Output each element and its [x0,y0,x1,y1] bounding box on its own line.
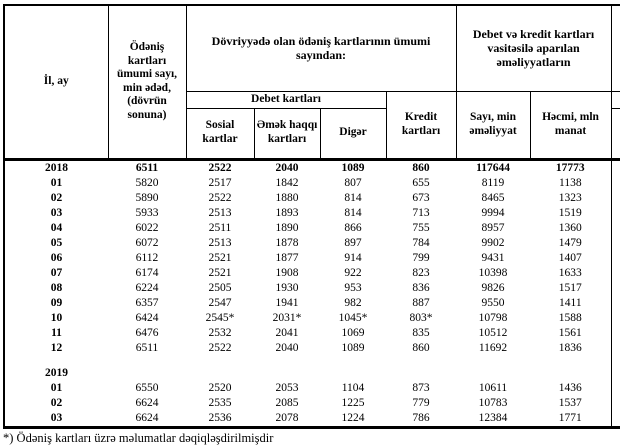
cropped-column-cell [611,341,620,356]
data-cell: 2532 [208,326,232,339]
row-label: 12 [50,341,63,354]
data-cell: 2517 [208,176,232,189]
data-cell [530,356,611,366]
table-row [4,191,620,206]
data-cell: 823 [412,266,430,279]
data-cell [386,356,456,366]
table-row [4,381,620,396]
table-row [4,159,620,176]
data-cell: 2031* [272,311,302,324]
cropped-column-cell [611,411,620,428]
data-cell: 814 [344,191,362,204]
cropped-column-cell [611,221,620,236]
data-cell: 866 [344,221,362,234]
data-cell: 6112 [135,251,159,264]
data-cell [254,356,320,366]
col-header-total-cards: Ödəniş kartları ümumi sayı, min ədəd, (dövrün sonuna) [108,5,186,159]
data-cell: 713 [412,206,430,219]
data-cell: 9826 [481,281,505,294]
data-cell: 803* [409,311,433,324]
table-header [4,5,620,159]
data-cell: 1877 [275,251,299,264]
data-cell: 6624 [135,396,159,409]
data-cell: 10798 [478,311,508,324]
data-cell: 1890 [275,221,299,234]
data-cell: 836 [412,281,430,294]
data-cell: 814 [344,206,362,219]
data-cell: 5933 [135,206,159,219]
col-header-operations-volume: Həcmi, mln manat [530,91,611,159]
data-cell: 1537 [558,396,582,409]
cropped-column-cell [611,311,620,326]
data-cell: 5820 [135,176,159,189]
cropped-column-header [611,91,620,108]
row-label: 08 [50,281,63,294]
data-cell: 12384 [478,411,508,424]
data-cell: 953 [344,281,362,294]
data-cell: 2522 [208,161,232,174]
data-cell: 860 [412,341,430,354]
header-row-groups [4,5,620,91]
data-cell: 10611 [478,381,508,394]
data-cell: 2513 [208,206,232,219]
cropped-column-cell [611,191,620,206]
data-cell: 2040 [275,341,299,354]
data-cell: 6072 [135,236,159,249]
data-cell: 5890 [135,191,159,204]
row-label: 05 [50,236,63,249]
data-cell: 1323 [558,191,582,204]
data-cell: 982 [344,296,362,309]
col-header-social-cards: Sosial kartlar [186,108,254,159]
data-cell: 2513 [208,236,232,249]
data-cell: 1836 [558,341,582,354]
data-cell: 1908 [275,266,299,279]
data-cell: 10398 [478,266,508,279]
data-cell: 9994 [481,206,505,219]
data-cell: 1517 [558,281,582,294]
cropped-column-cell [611,206,620,221]
data-cell: 1880 [275,191,299,204]
table-row [4,221,620,236]
data-cell: 6224 [135,281,159,294]
data-cell: 2085 [275,396,299,409]
data-cell: 1045* [338,311,368,324]
data-cell: 9902 [481,236,505,249]
data-cell: 1771 [558,411,582,424]
data-cell: 873 [412,381,430,394]
data-cell: 1069 [341,326,365,339]
data-cell [456,366,530,381]
data-cell: 2041 [275,326,299,339]
data-cell: 10783 [478,396,508,409]
group-header-operations: Debet və kredit kartları vasitəsilə aparılan əməliyyatların [456,5,611,91]
data-cell: 2521 [208,266,232,279]
data-cell: 9431 [481,251,505,264]
data-cell: 6511 [135,161,159,174]
cropped-column-cell [611,236,620,251]
row-label: 01 [50,381,63,394]
group-header-circulation: Dövriyyədə olan ödəniş kartlarının ümumi sayından: [186,5,456,91]
data-cell: 6022 [135,221,159,234]
data-cell [254,366,320,381]
data-cell: 887 [412,296,430,309]
table-row [4,236,620,251]
data-cell: 655 [412,176,430,189]
data-cell: 1225 [341,396,365,409]
row-label: 11 [51,326,62,339]
data-cell [108,356,186,366]
row-label: 06 [50,251,63,264]
data-cell: 6174 [135,266,159,279]
data-cell: 1360 [558,221,582,234]
data-cell: 9550 [481,296,505,309]
data-cell: 1930 [275,281,299,294]
data-cell: 1842 [275,176,299,189]
statistics-table-container [3,4,620,431]
col-header-credit-cards: Kredit kartları [386,91,456,159]
table-row [4,281,620,296]
row-label: 03 [50,411,63,424]
data-cell: 1089 [341,161,365,174]
col-header-il-ay: İl, ay [4,5,108,159]
data-cell: 6624 [135,411,159,424]
row-label [4,356,108,366]
cropped-column-cell [611,366,620,381]
data-cell: 2040 [275,161,299,174]
spacer-row [4,356,620,366]
data-cell: 1633 [558,266,582,279]
row-label: 01 [50,176,63,189]
data-cell [456,356,530,366]
data-cell: 2547 [208,296,232,309]
data-cell: 2545* [205,311,235,324]
data-cell: 807 [344,176,362,189]
table-row [4,266,620,281]
data-cell: 2520 [208,381,232,394]
cropped-column-cell [611,159,620,176]
cropped-column-cell [611,296,620,311]
table-row [4,326,620,341]
group-header-debet-cards: Debet kartları [186,91,386,108]
row-label: 2018 [45,161,68,174]
data-cell: 1089 [341,341,365,354]
data-cell: 2522 [208,341,232,354]
data-cell: 1561 [558,326,582,339]
data-cell: 117644 [476,161,510,174]
col-header-other-cards: Digər [320,108,386,159]
cropped-column-cell [611,356,620,366]
data-cell [186,366,254,381]
data-cell: 1436 [558,381,582,394]
row-label: 09 [50,296,63,309]
table-row [4,176,620,191]
data-cell [108,366,186,381]
data-cell: 914 [344,251,362,264]
table-body [4,159,620,427]
table-row [4,341,620,356]
data-cell: 1104 [341,381,365,394]
data-cell: 860 [412,161,430,174]
data-cell: 2535 [208,396,232,409]
data-cell [186,356,254,366]
data-cell: 2505 [208,281,232,294]
footnote-clipped: *) Ödəniş kartları üzrə məlumatlar dəqiqləşdirilmişdir [3,431,274,445]
cropped-column-cell [611,251,620,266]
data-cell: 2536 [208,411,232,424]
data-cell: 835 [412,326,430,339]
data-cell: 1941 [275,296,299,309]
payment-cards-table [3,4,620,429]
data-cell: 779 [412,396,430,409]
data-cell: 1588 [558,311,582,324]
row-label: 10 [50,311,63,324]
row-label: 07 [50,266,63,279]
data-cell: 673 [412,191,430,204]
table-row [4,251,620,266]
cropped-column-header [611,108,620,159]
data-cell: 786 [412,411,430,424]
cropped-column-cell [611,266,620,281]
cropped-column-cell [611,396,620,411]
data-cell: 2053 [275,381,299,394]
cropped-column-cell [611,381,620,396]
row-label: 03 [50,206,63,219]
data-cell: 6424 [135,311,159,324]
data-cell: 8465 [481,191,505,204]
data-cell: 6511 [135,341,159,354]
table-row [4,411,620,428]
data-cell: 897 [344,236,362,249]
col-header-operations-count: Sayı, min əməliyyat [456,91,530,159]
data-cell: 1878 [275,236,299,249]
table-row [4,296,620,311]
data-cell: 2511 [208,221,232,234]
data-cell: 10512 [478,326,508,339]
data-cell: 1138 [559,176,582,189]
row-label: 02 [50,191,63,204]
data-cell: 755 [412,221,430,234]
data-cell [320,366,386,381]
data-cell [530,366,611,381]
data-cell: 784 [412,236,430,249]
cropped-column-cell [611,281,620,296]
data-cell: 6357 [135,296,159,309]
cropped-column-cell [611,326,620,341]
data-cell: 1479 [558,236,582,249]
data-cell: 1407 [558,251,582,264]
data-cell: 17773 [555,161,585,174]
data-cell [320,356,386,366]
data-cell: 1893 [275,206,299,219]
data-cell: 6476 [135,326,159,339]
data-cell: 2078 [275,411,299,424]
data-cell: 2521 [208,251,232,264]
table-row [4,311,620,326]
data-cell: 922 [344,266,362,279]
data-cell: 2522 [208,191,232,204]
cropped-column-cell [611,176,620,191]
row-label: 02 [50,396,63,409]
data-cell [386,366,456,381]
data-cell: 8119 [481,176,505,189]
data-cell: 799 [412,251,430,264]
data-cell: 8957 [481,221,505,234]
cropped-column-header [611,5,620,91]
row-label: 04 [50,221,63,234]
table-row [4,366,620,381]
data-cell: 11692 [478,341,508,354]
data-cell: 1519 [558,206,582,219]
table-row [4,396,620,411]
data-cell: 1411 [559,296,582,309]
col-header-salary-cards: Əmək haqqı kartları [254,108,320,159]
data-cell: 1224 [341,411,365,424]
data-cell: 6550 [135,381,159,394]
row-label: 2019 [45,366,68,379]
table-row [4,206,620,221]
